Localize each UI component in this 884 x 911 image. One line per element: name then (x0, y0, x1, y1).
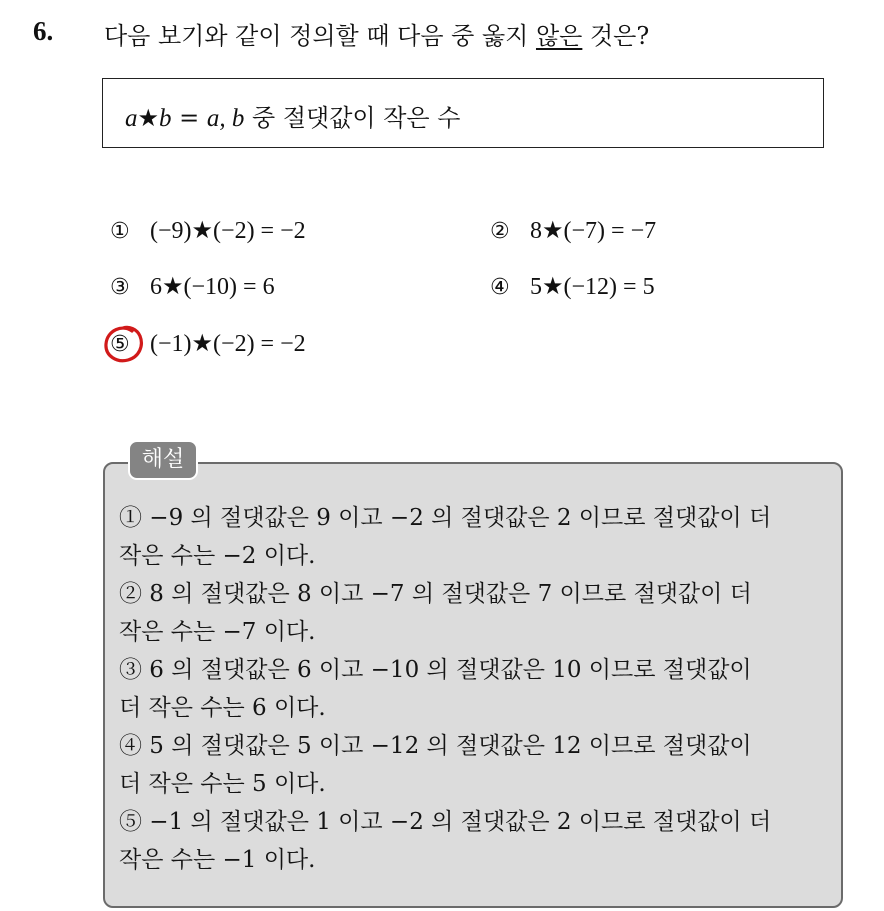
question-text-before: 다음 보기와 같이 정의할 때 다음 중 옳지 (104, 22, 536, 50)
choice-2-expression: 8★(−7) = −7 (530, 218, 657, 244)
solution-line: 더 작은 수는 6 이다. (119, 695, 326, 721)
solution-line: ③ 6 의 절댓값은 6 이고 −10 의 절댓값은 10 이므로 절댓값이 (119, 657, 752, 683)
question-text-underlined: 않은 (535, 22, 583, 50)
solution-line: 작은 수는 −7 이다. (119, 619, 316, 645)
choice-4[interactable] (490, 272, 655, 301)
definition-box (102, 78, 824, 148)
choice-5-expression: (−1)★(−2) = −2 (150, 331, 306, 357)
choice-5-number: ⑤ (110, 332, 130, 357)
solution-line: ② 8 의 절댓값은 8 이고 −7 의 절댓값은 7 이므로 절댓값이 더 (119, 581, 752, 607)
choice-1-expression: (−9)★(−2) = −2 (150, 218, 306, 244)
choice-4-number: ④ (490, 275, 510, 300)
answer-circle-stroke (106, 327, 141, 360)
question-text-after: 것은? (582, 22, 650, 50)
choice-3-expression: 6★(−10) = 6 (150, 274, 275, 300)
definition-text (125, 98, 460, 133)
choice-3-number: ③ (110, 275, 130, 300)
definition-equals: = (171, 104, 207, 132)
definition-var-a: a (125, 105, 138, 132)
star-icon: ★ (137, 104, 160, 132)
choice-4-expression: 5★(−12) = 5 (530, 274, 655, 300)
definition-var-b: b (159, 105, 172, 132)
choice-1-number: ① (110, 219, 130, 244)
solution-line: ④ 5 의 절댓값은 5 이고 −12 의 절댓값은 12 이므로 절댓값이 (119, 733, 752, 759)
choice-2-number: ② (490, 219, 510, 244)
solution-line: ① −9 의 절댓값은 9 이고 −2 의 절댓값은 2 이므로 절댓값이 더 (119, 505, 772, 531)
question-number: 6. (33, 16, 54, 46)
answer-circle-mark-icon (99, 318, 151, 370)
choice-3[interactable] (110, 272, 275, 301)
solution-line: ⑤ −1 의 절댓값은 1 이고 −2 의 절댓값은 2 이므로 절댓값이 더 (119, 809, 772, 835)
definition-description: 중 절댓값이 작은 수 (244, 104, 461, 132)
solution-line: 작은 수는 −2 이다. (119, 543, 316, 569)
solution-line: 더 작은 수는 5 이다. (119, 771, 326, 797)
solution-line: 작은 수는 −1 이다. (119, 847, 316, 873)
solution-label: 해설 (128, 440, 198, 480)
choice-2[interactable] (490, 216, 656, 245)
question-text (104, 16, 649, 51)
definition-vars: a, b (206, 105, 245, 132)
choice-1[interactable] (110, 216, 306, 245)
